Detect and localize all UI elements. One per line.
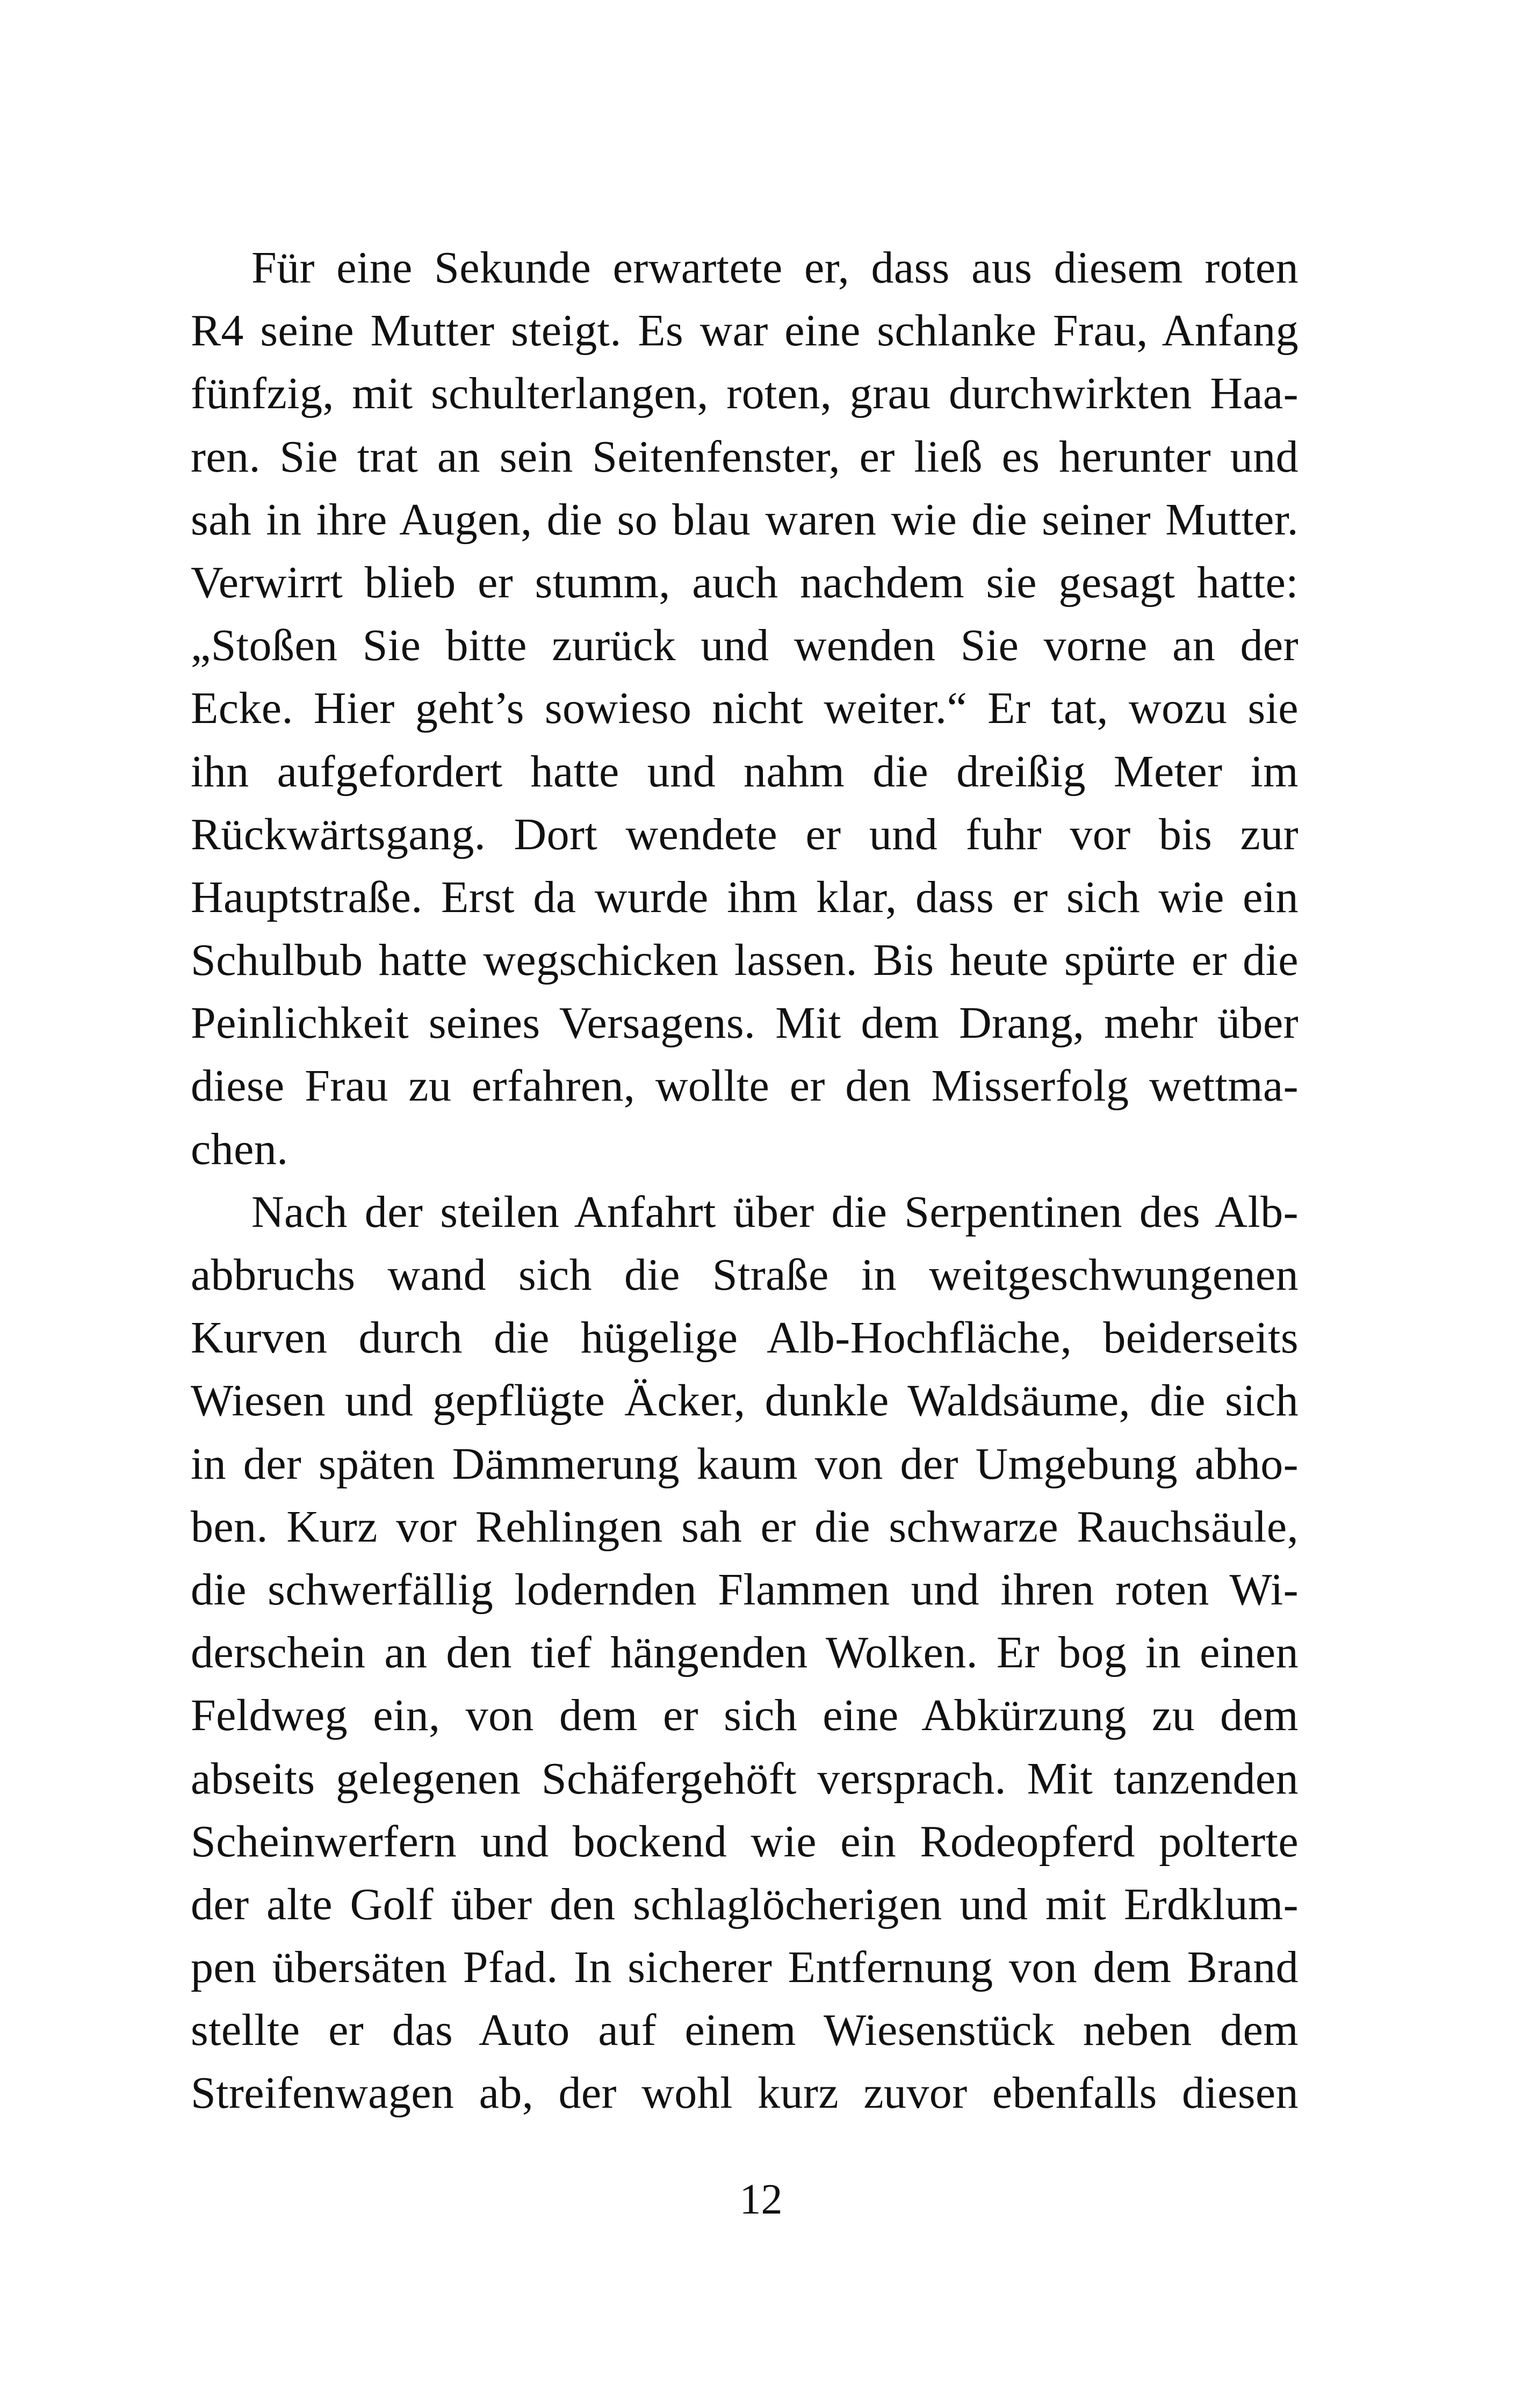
text-line: diese Frau zu erfahren, wollte er den Misserfolg wettma- — [191, 1061, 1299, 1111]
text-line: Schulbub hatte wegschicken lassen. Bis heute spürte er die — [191, 935, 1299, 986]
text-line: derschein an den tief hängenden Wolken. Er bog in einen — [191, 1628, 1299, 1678]
text-line: sah in ihre Augen, die so blau waren wie die seiner Mutter. — [191, 494, 1299, 545]
text-line: „Stoßen Sie bitte zurück und wenden Sie vorne an der — [191, 620, 1299, 671]
text-line: Für eine Sekunde erwartete er, dass aus diesem roten — [251, 243, 1299, 293]
text-line: in der späten Dämmerung kaum von der Umgebung abho- — [191, 1438, 1299, 1489]
text-line: Ecke. Hier geht’s sowieso nicht weiter.“ Er tat, wozu sie — [191, 683, 1299, 734]
text-line: Scheinwerfern und bockend wie ein Rodeopferd polterte — [191, 1816, 1299, 1867]
text-line: Wiesen und gepflügte Äcker, dunkle Waldsäume, die sich — [191, 1376, 1299, 1426]
text-line: Rückwärtsgang. Dort wendete er und fuhr vor bis zur — [191, 809, 1299, 859]
text-line: Feldweg ein, von dem er sich eine Abkürzung zu dem — [191, 1690, 1299, 1741]
text-line: R4 seine Mutter steigt. Es war eine schlanke Frau, Anfang — [191, 306, 1299, 356]
text-line: stellte er das Auto auf einem Wiesenstück neben dem — [191, 2005, 1299, 2056]
text-line: Streifenwagen ab, der wohl kurz zuvor ebenfalls diesen — [191, 2068, 1299, 2118]
text-line: abseits gelegenen Schäfergehöft versprach. Mit tanzenden — [191, 1753, 1299, 1804]
text-line: die schwerfällig lodernden Flammen und ihren roten Wi- — [191, 1564, 1299, 1615]
body-text — [191, 236, 1299, 2125]
text-line: Kurven durch die hügelige Alb-Hochfläche, beiderseits — [191, 1313, 1299, 1363]
text-line: ihn aufgefordert hatte und nahm die dreißig Meter im — [191, 746, 1299, 797]
text-line: ren. Sie trat an sein Seitenfenster, er ließ es herunter und — [191, 431, 1299, 482]
text-line: pen übersäten Pfad. In sicherer Entfernung von dem Brand — [191, 1942, 1299, 1993]
page-number: 12 — [739, 2176, 783, 2223]
text-line: der alte Golf über den schlaglöcherigen und mit Erdklum- — [191, 1879, 1299, 1929]
text-line: Nach der steilen Anfahrt über die Serpentinen des Alb- — [251, 1187, 1299, 1237]
text-line: Verwirrt blieb er stumm, auch nachdem sie gesagt hatte: — [191, 557, 1299, 608]
text-line: abbruchs wand sich die Straße in weitgeschwungenen — [191, 1250, 1299, 1300]
text-line: ben. Kurz vor Rehlingen sah er die schwarze Rauchsäule, — [191, 1501, 1299, 1552]
text-line: chen. — [191, 1124, 288, 1174]
text-line: Hauptstraße. Erst da wurde ihm klar, dass er sich wie ein — [191, 872, 1299, 922]
text-line: Peinlichkeit seines Versagens. Mit dem Drang, mehr über — [191, 998, 1299, 1048]
text-line: fünfzig, mit schulterlangen, roten, grau durchwirkten Haa- — [191, 368, 1299, 419]
